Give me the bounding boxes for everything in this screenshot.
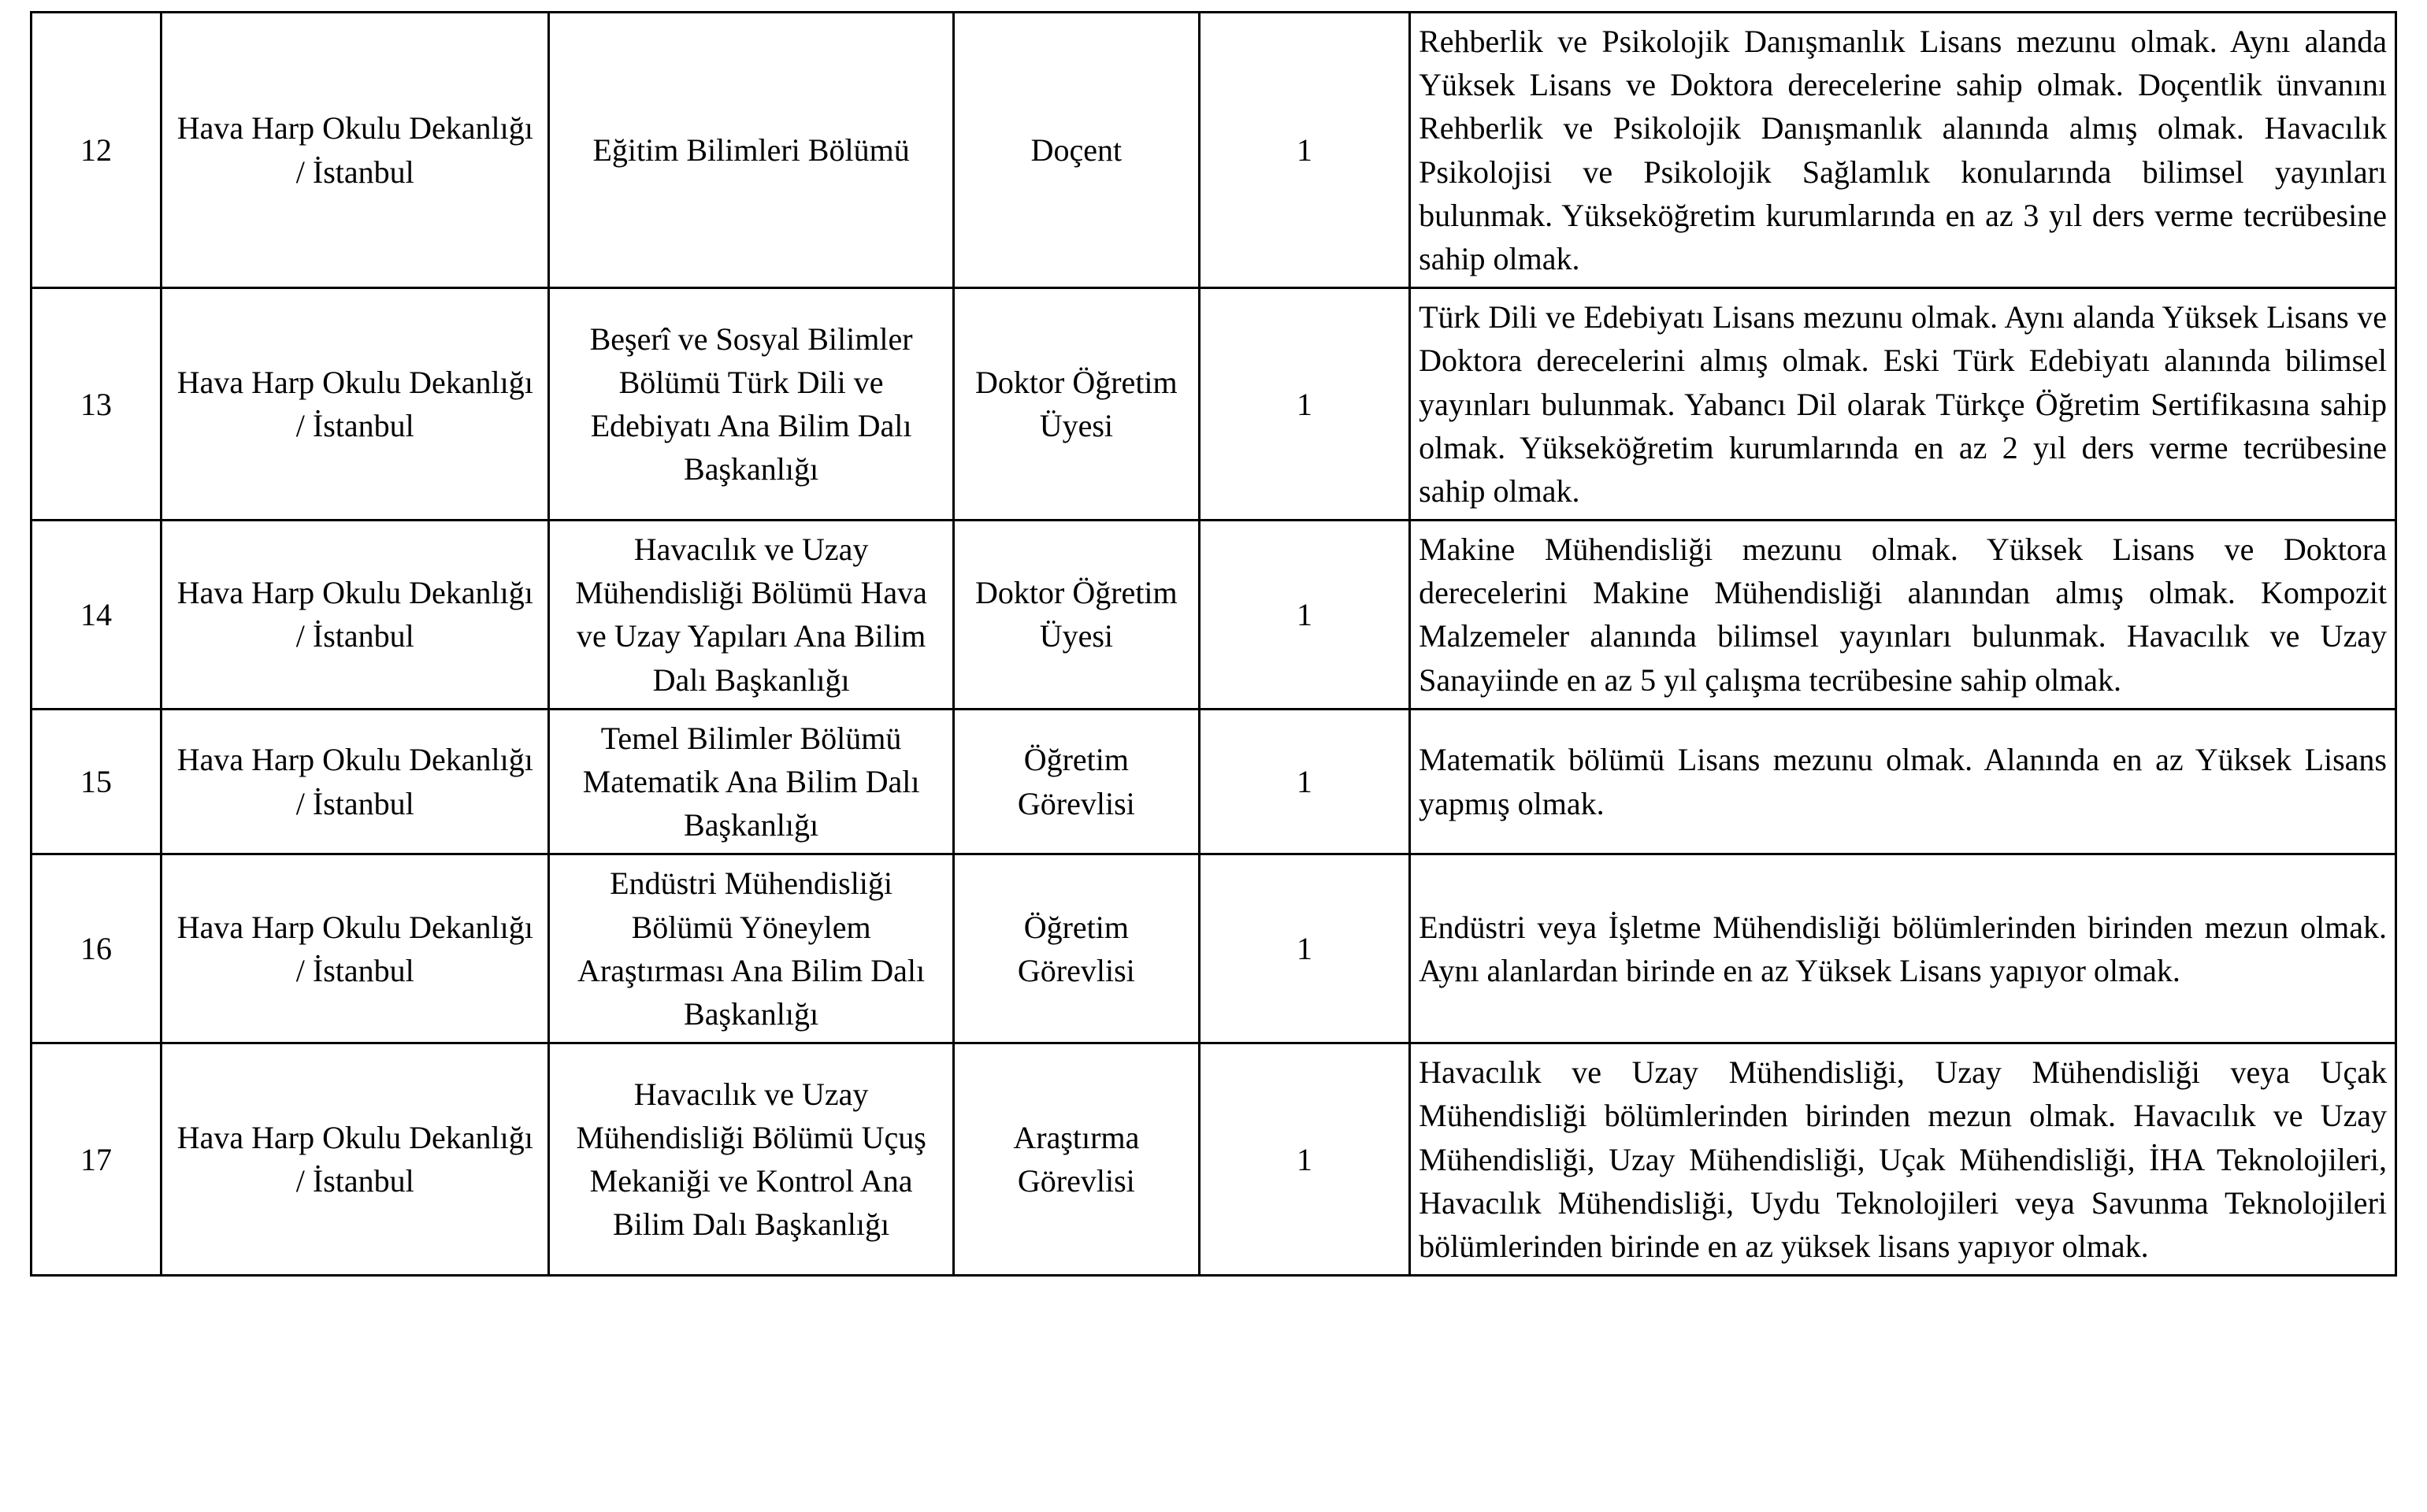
count-cell: 1	[1199, 854, 1409, 1043]
count-cell: 1	[1199, 521, 1409, 710]
institution-cell: Hava Harp Okulu Dekanlığı / İstanbul	[161, 1043, 549, 1276]
row-number-cell: 13	[32, 288, 161, 521]
title-cell: Doçent	[953, 13, 1199, 288]
institution-cell: Hava Harp Okulu Dekanlığı / İstanbul	[161, 521, 549, 710]
row-number-cell: 14	[32, 521, 161, 710]
count-cell: 1	[1199, 288, 1409, 521]
table-row	[32, 288, 2396, 521]
count-cell: 1	[1199, 709, 1409, 854]
requirements-cell: Türk Dili ve Edebiyatı Lisans mezunu olmak. Aynı alanda Yüksek Lisans ve Doktora derecelerini almış olmak. Eski Türk Edebiyatı alanında bilimsel yayınları bulunmak. Yabancı Dil olarak Türkçe Öğretim Sertifikasına sahip olmak. Yükseköğretim kurumlarında en az 2 yıl ders verme tecrübesine sahip olmak.	[1410, 288, 2396, 521]
row-number-cell: 12	[32, 13, 161, 288]
table-row	[32, 13, 2396, 288]
department-cell: Havacılık ve Uzay Mühendisliği Bölümü Hava ve Uzay Yapıları Ana Bilim Dalı Başkanlığı	[549, 521, 953, 710]
title-cell: Doktor Öğretim Üyesi	[953, 288, 1199, 521]
department-cell: Endüstri Mühendisliği Bölümü Yöneylem Araştırması Ana Bilim Dalı Başkanlığı	[549, 854, 953, 1043]
table-body	[32, 13, 2396, 1276]
title-cell: Araştırma Görevlisi	[953, 1043, 1199, 1276]
requirements-cell: Matematik bölümü Lisans mezunu olmak. Alanında en az Yüksek Lisans yapmış olmak.	[1410, 709, 2396, 854]
row-number-cell: 17	[32, 1043, 161, 1276]
department-cell: Temel Bilimler Bölümü Matematik Ana Bilim Dalı Başkanlığı	[549, 709, 953, 854]
table-row	[32, 854, 2396, 1043]
count-cell: 1	[1199, 13, 1409, 288]
title-cell: Öğretim Görevlisi	[953, 854, 1199, 1043]
requirements-cell: Rehberlik ve Psikolojik Danışmanlık Lisans mezunu olmak. Aynı alanda Yüksek Lisans ve Doktora derecelerine sahip olmak. Doçentlik ünvanını Rehberlik ve Psikolojik Danışmanlık alanında almış olmak. Havacılık Psikolojisi ve Psikolojik Sağlamlık konularında bilimsel yayınları bulunmak. Yükseköğretim kurumlarında en az 3 yıl ders verme tecrübesine sahip olmak.	[1410, 13, 2396, 288]
institution-cell: Hava Harp Okulu Dekanlığı / İstanbul	[161, 709, 549, 854]
count-cell: 1	[1199, 1043, 1409, 1276]
requirements-cell: Endüstri veya İşletme Mühendisliği bölümlerinden birinden mezun olmak. Aynı alanlardan birinde en az Yüksek Lisans yapıyor olmak.	[1410, 854, 2396, 1043]
institution-cell: Hava Harp Okulu Dekanlığı / İstanbul	[161, 288, 549, 521]
title-cell: Doktor Öğretim Üyesi	[953, 521, 1199, 710]
requirements-cell: Makine Mühendisliği mezunu olmak. Yüksek Lisans ve Doktora derecelerini Makine Mühendisliği alanından almış olmak. Kompozit Malzemeler alanında bilimsel yayınları bulunmak. Havacılık ve Uzay Sanayiinde en az 5 yıl çalışma tecrübesine sahip olmak.	[1410, 521, 2396, 710]
department-cell: Beşerî ve Sosyal Bilimler Bölümü Türk Dili ve Edebiyatı Ana Bilim Dalı Başkanlığı	[549, 288, 953, 521]
table-row	[32, 709, 2396, 854]
institution-cell: Hava Harp Okulu Dekanlığı / İstanbul	[161, 13, 549, 288]
title-cell: Öğretim Görevlisi	[953, 709, 1199, 854]
table-row	[32, 1043, 2396, 1276]
row-number-cell: 15	[32, 709, 161, 854]
requirements-cell: Havacılık ve Uzay Mühendisliği, Uzay Mühendisliği veya Uçak Mühendisliği bölümlerinden birinden mezun olmak. Havacılık ve Uzay Mühendisliği, Uzay Mühendisliği, Uçak Mühendisliği, İHA Teknolojileri, Havacılık Mühendisliği, Uydu Teknolojileri veya Savunma Teknolojileri bölümlerinden birinde en az yüksek lisans yapıyor olmak.	[1410, 1043, 2396, 1276]
department-cell: Havacılık ve Uzay Mühendisliği Bölümü Uçuş Mekaniği ve Kontrol Ana Bilim Dalı Başkanlığı	[549, 1043, 953, 1276]
table-row	[32, 521, 2396, 710]
institution-cell: Hava Harp Okulu Dekanlığı / İstanbul	[161, 854, 549, 1043]
row-number-cell: 16	[32, 854, 161, 1043]
academic-positions-table	[30, 11, 2397, 1277]
department-cell: Eğitim Bilimleri Bölümü	[549, 13, 953, 288]
